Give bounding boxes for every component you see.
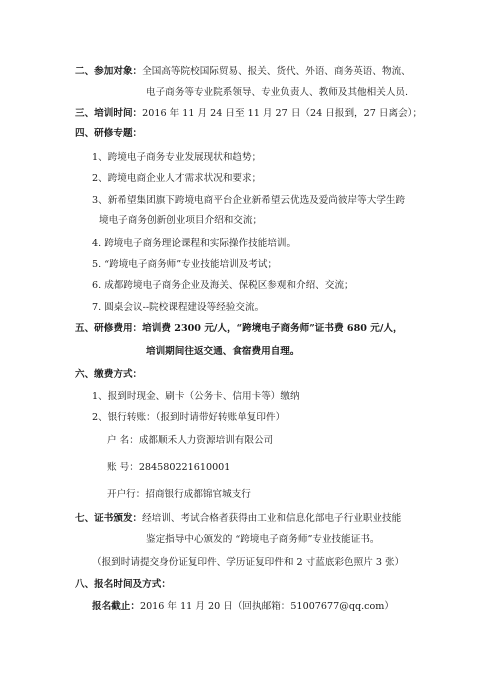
section-7-line-1: [75, 513, 401, 525]
section-2-text-1: 全国高等院校国际贸易、报关、货代、外语、商务英语、物流、: [142, 66, 411, 77]
payment-item-2: 2、银行转账：（报到时请带好转账单复印件）: [92, 412, 286, 423]
topic-item-3: 3、新希望集团旗下跨境电商平台企业新希望云优选及爱尚彼岸等大学生跨: [92, 195, 406, 206]
section-3-text: 2016 年 11 月 24 日至 11 月 27 日（24 日报到，27 日离会）；: [142, 108, 423, 119]
section-7-text-1: 经培训、考试合格者获得由工业和信息化部电子行业职业技能: [142, 513, 402, 524]
registration-deadline: [92, 601, 394, 613]
section-4-heading: 四、研修专题：: [75, 128, 143, 139]
section-5-text-1: 培训费 2300 元/人，“跨境电子商务师”证书费 680 元/人，: [142, 323, 403, 334]
payment-item-1: 1、报到时现金、刷卡（公务卡、信用卡等）缴纳: [92, 391, 300, 402]
section-7-heading: 七、证书颁发：: [75, 513, 143, 524]
section-2-line-1: [75, 66, 411, 78]
topic-item-1: 1、跨境电子商务专业发展现状和趋势；: [92, 152, 262, 163]
deadline-label: 报名截止：: [92, 601, 140, 612]
section-7-text-2: 鉴定指导中心颁发的 “跨境电子商务师”专业技能证书。: [146, 534, 380, 545]
topic-item-5: 5. “跨境电子商务师”专业技能培训及考试；: [92, 259, 278, 270]
section-2-text-2: 电子商务等专业院系领导、专业负责人、教师及其他相关人员.: [146, 87, 409, 98]
section-5-heading: 五、研修费用：: [75, 323, 143, 334]
topic-item-6: 6. 成都跨境电子商务企业及海关、保税区参观和介绍、交流；: [92, 280, 354, 291]
bank-branch: 开户行：招商银行成都锦官城支行: [107, 489, 251, 500]
topic-item-4: 4. 跨境电子商务理论课程和实际操作技能培训。: [92, 238, 297, 249]
section-8-heading: 八、报名时间及方式：: [75, 579, 171, 590]
topic-item-3-cont: 境电子商务创新创业项目介绍和交流；: [99, 215, 263, 226]
section-3-line: [75, 108, 422, 120]
section-2-heading: 二、参加对象：: [75, 66, 143, 77]
section-7-note: （报到时请提交身份证复印件、学历证复印件和 2 寸蓝底彩色照片 3 张）: [92, 557, 405, 568]
section-5-line-1: [75, 323, 403, 335]
account-number: 账 号：284580221610001: [107, 462, 231, 473]
deadline-text: 2016 年 11 月 20 日（回执邮箱：51007677@qq.com）: [139, 601, 394, 612]
account-name: 户 名：成都顺禾人力资源培训有限公司: [107, 435, 274, 446]
topic-item-2: 2、跨境电商企业人才需求状况和要求；: [92, 173, 262, 184]
section-6-heading: 六、缴费方式：: [75, 369, 143, 380]
topic-item-7: 7. 圆桌会议--院校课程建设等经验交流。: [92, 302, 265, 313]
section-3-heading: 三、培训时间：: [75, 108, 143, 119]
section-5-text-2: 培训期间往返交通、食宿费用自理。: [146, 346, 300, 357]
